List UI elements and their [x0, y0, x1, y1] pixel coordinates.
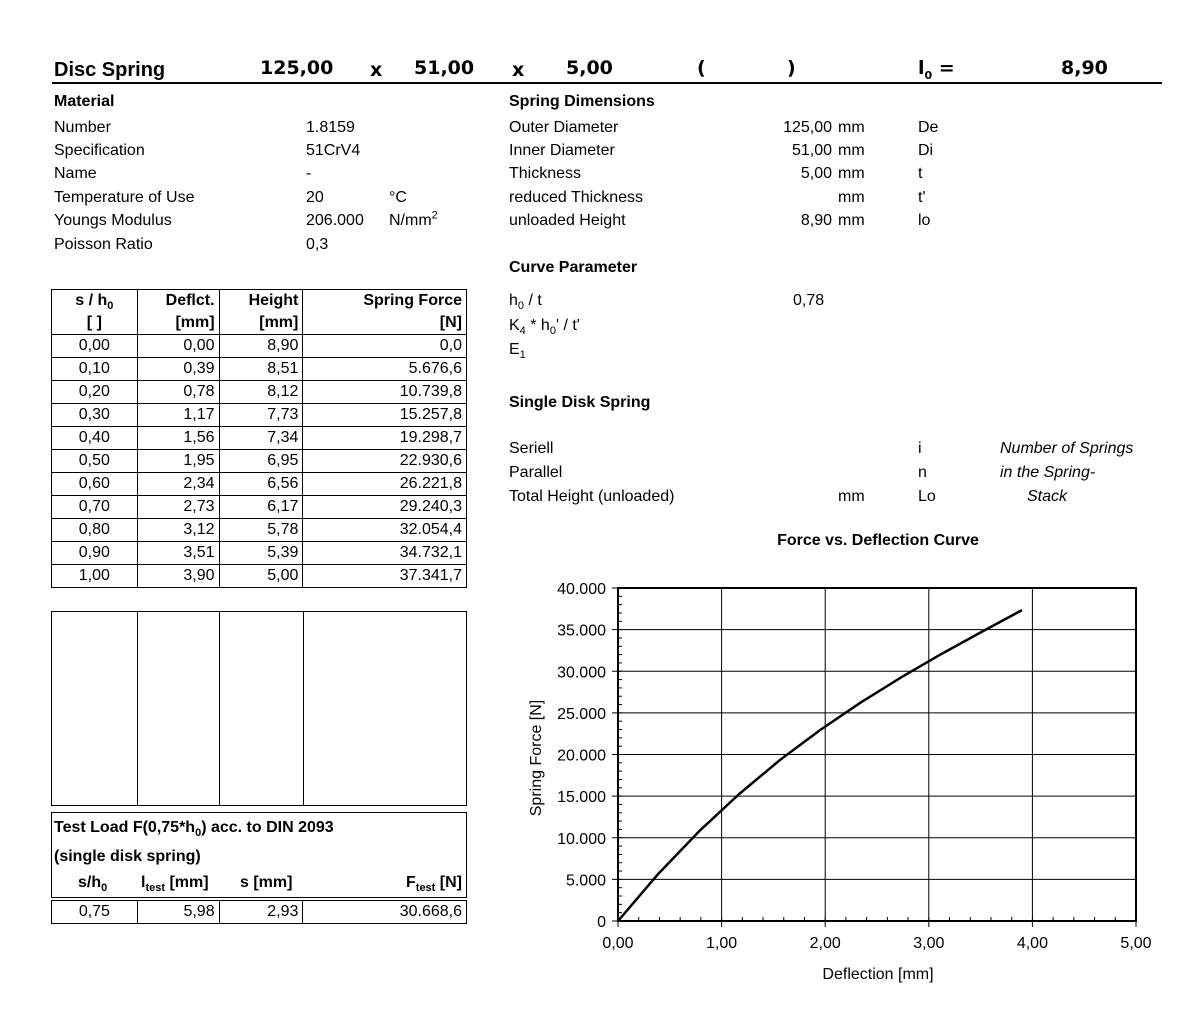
cell-s-h0: 0,20: [52, 381, 138, 404]
test-col-s-h0: $s/h_0$: [78, 874, 108, 895]
stack-note-1: Number of Springs: [1000, 440, 1134, 457]
cell-height: 8,51: [219, 358, 303, 381]
col-header-s-h0: s / $h_0$: [52, 290, 138, 313]
cell-height: 8,12: [219, 381, 303, 404]
y-tick-label: 35.000: [557, 622, 606, 640]
y-tick-label: 5.000: [565, 872, 606, 890]
force-table: [51, 289, 467, 588]
table-row: [52, 496, 467, 519]
dimension-unit: mm: [838, 189, 865, 206]
header-paren-open: (: [697, 57, 706, 79]
h0-over-t-label: $h_0$ / t: [509, 292, 542, 313]
table-row: [52, 519, 467, 542]
cell-force: 15.257,8: [303, 404, 467, 427]
dimension-label: Inner Diameter: [509, 142, 615, 159]
table-row: [52, 404, 467, 427]
dimension-unit: mm: [838, 142, 865, 159]
cell-s-h0: 0,70: [52, 496, 138, 519]
chart-title: Force vs. Deflection Curve: [777, 532, 979, 549]
cell-force: 19.298,7: [303, 427, 467, 450]
unit-deflection: [mm]: [137, 312, 219, 335]
cell-deflection: 3,90: [137, 565, 219, 588]
cell-s-h0: 0,60: [52, 473, 138, 496]
dimension-unit: mm: [838, 212, 865, 229]
cell-s-h0: 0,00: [52, 335, 138, 358]
cell-force: 0,0: [303, 335, 467, 358]
dimension-label: Thickness: [509, 165, 582, 182]
dimensions-title: Spring Dimensions: [509, 93, 655, 110]
table-unit-row: [52, 312, 467, 335]
header-inner-diameter: 51,00: [414, 57, 475, 79]
cell-deflection: 3,12: [137, 519, 219, 542]
dimension-symbol: lo: [918, 212, 931, 229]
y-tick-label: 25.000: [557, 705, 606, 723]
cell-deflection: 1,95: [137, 450, 219, 473]
unit-force: [N]: [303, 312, 467, 335]
material-value: 1.8159: [306, 119, 355, 136]
test-load-subtitle: (single disk spring): [54, 848, 201, 865]
parallel-label: Parallel: [509, 464, 563, 481]
cell-force: 26.221,8: [303, 473, 467, 496]
e1-label: $E_1$: [509, 341, 526, 362]
cell-deflection: 3,51: [137, 542, 219, 565]
y-tick-label: 0: [597, 914, 606, 931]
plot-frame: [618, 588, 1136, 921]
header-times-1: x: [370, 59, 383, 81]
col-header-force: Spring Force: [303, 290, 467, 313]
table-row: [52, 542, 467, 565]
series-line: [618, 610, 1022, 921]
x-tick-label: 1,00: [706, 935, 738, 952]
parallel-symbol: n: [918, 464, 927, 481]
cell-height: 6,17: [219, 496, 303, 519]
cell-height: 7,34: [219, 427, 303, 450]
test-value-l-test: 5,98: [137, 901, 219, 924]
cell-force: 22.930,6: [303, 450, 467, 473]
test-col-l-test: $l_{test}$ [mm]: [141, 874, 209, 895]
chart-labels: [557, 581, 1152, 952]
seriell-symbol: i: [918, 440, 922, 457]
material-value: 206.000: [306, 212, 364, 229]
chart-ticks: [612, 588, 1136, 927]
cell-force: 5.676,6: [303, 358, 467, 381]
cell-height: 5,00: [219, 565, 303, 588]
total-height-unit: mm: [838, 488, 865, 505]
material-unit: $N/mm^2$: [389, 209, 438, 229]
header-outer-diameter: 125,00: [260, 57, 334, 79]
material-value: -: [306, 165, 312, 182]
cell-deflection: 2,73: [137, 496, 219, 519]
dimension-value: 51,00: [791, 142, 832, 159]
cell-s-h0: 1,00: [52, 565, 138, 588]
cell-height: 8,90: [219, 335, 303, 358]
dimension-value: 5,00: [800, 165, 832, 182]
dimension-label: unloaded Height: [509, 212, 626, 229]
cell-height: 5,78: [219, 519, 303, 542]
test-col-f-test: $F_{test}$ [N]: [406, 874, 462, 895]
cell-deflection: 1,56: [137, 427, 219, 450]
col-header-deflection: Deflct.: [137, 290, 219, 313]
unit-height: [mm]: [219, 312, 303, 335]
cell-deflection: 0,00: [137, 335, 219, 358]
material-label: Name: [54, 165, 97, 182]
stack-note-3: Stack: [1027, 488, 1068, 505]
unit-s-h0: [ ]: [52, 312, 138, 335]
cell-height: 6,56: [219, 473, 303, 496]
k4-label: $K_4 * h_0'$ / t': [509, 317, 580, 338]
material-label: Poisson Ratio: [54, 236, 153, 253]
dimension-symbol: t: [918, 165, 923, 182]
cell-s-h0: 0,80: [52, 519, 138, 542]
dimension-value: 8,90: [800, 212, 832, 229]
table-row: [52, 473, 467, 496]
dimension-label: Outer Diameter: [509, 119, 619, 136]
cell-force: 29.240,3: [303, 496, 467, 519]
cell-height: 5,39: [219, 542, 303, 565]
dimension-symbol: t': [918, 189, 926, 206]
cell-height: 6,95: [219, 450, 303, 473]
header-thickness: 5,00: [566, 57, 613, 79]
cell-deflection: 0,39: [137, 358, 219, 381]
doc-title: Disc Spring: [54, 59, 166, 81]
table-header-row: [52, 290, 467, 313]
material-label: Youngs Modulus: [54, 212, 172, 229]
header-l0-label: $l_0$ =: [918, 57, 955, 82]
cell-s-h0: 0,50: [52, 450, 138, 473]
header-times-2: x: [512, 59, 525, 81]
total-height-label: Total Height (unloaded): [509, 488, 675, 505]
dimension-unit: mm: [838, 165, 865, 182]
material-value: 0,3: [306, 236, 329, 253]
seriell-label: Seriell: [509, 440, 554, 457]
header-rule: [52, 82, 1162, 84]
cell-s-h0: 0,90: [52, 542, 138, 565]
empty-table-block: [51, 611, 467, 806]
curve-param-title: Curve Parameter: [509, 259, 638, 276]
material-unit: °C: [389, 189, 407, 206]
y-tick-label: 10.000: [557, 830, 606, 848]
col-header-height: Height: [219, 290, 303, 313]
header-l0-value: 8,90: [1061, 57, 1108, 79]
total-height-symbol: Lo: [918, 488, 936, 505]
cell-deflection: 1,17: [137, 404, 219, 427]
material-label: Specification: [54, 142, 145, 159]
single-disk-title: Single Disk Spring: [509, 394, 651, 411]
x-tick-label: 4,00: [1016, 935, 1048, 952]
y-tick-label: 20.000: [557, 747, 606, 765]
table-row: [52, 335, 467, 358]
y-tick-label: 15.000: [557, 789, 606, 807]
y-tick-label: 40.000: [557, 581, 606, 598]
cell-force: 34.732,1: [303, 542, 467, 565]
material-title: Material: [54, 93, 115, 110]
dimension-symbol: De: [918, 119, 939, 136]
test-value-f-test: 30.668,6: [303, 901, 467, 924]
x-tick-label: 5,00: [1120, 935, 1152, 952]
cell-height: 7,73: [219, 404, 303, 427]
chart-grid: [618, 588, 1136, 921]
test-load-values: [51, 900, 467, 924]
table-row: [52, 565, 467, 588]
cell-force: 10.739,8: [303, 381, 467, 404]
chart-series: [618, 610, 1022, 921]
header-paren-close: ): [787, 57, 796, 79]
test-col-s: s [mm]: [240, 874, 293, 891]
cell-force: 37.341,7: [303, 565, 467, 588]
h0-over-t-value: 0,78: [793, 292, 825, 309]
material-label: Temperature of Use: [54, 189, 195, 206]
cell-s-h0: 0,10: [52, 358, 138, 381]
cell-deflection: 0,78: [137, 381, 219, 404]
x-tick-label: 2,00: [809, 935, 841, 952]
x-tick-label: 3,00: [913, 935, 945, 952]
cell-s-h0: 0,40: [52, 427, 138, 450]
cell-deflection: 2,34: [137, 473, 219, 496]
material-value: 20: [306, 189, 324, 206]
table-row: [52, 381, 467, 404]
dimension-value: 125,00: [783, 119, 832, 136]
cell-s-h0: 0,30: [52, 404, 138, 427]
table-row: [52, 901, 467, 924]
cell-force: 32.054,4: [303, 519, 467, 542]
test-value-s-h0: 0,75: [52, 901, 138, 924]
table-row: [52, 427, 467, 450]
test-load-title: Test Load $F(0,75*h_0)$ acc. to DIN 2093: [54, 819, 334, 840]
x-tick-label: 0,00: [602, 935, 634, 952]
material-value: 51CrV4: [306, 142, 361, 159]
table-row: [52, 450, 467, 473]
dimension-label: reduced Thickness: [509, 189, 643, 206]
chart-x-label: Deflection [mm]: [822, 966, 934, 983]
test-value-s: 2,93: [219, 901, 303, 924]
stack-note-2: in the Spring-: [1000, 464, 1096, 481]
material-label: Number: [54, 119, 111, 136]
y-tick-label: 30.000: [557, 664, 606, 682]
chart-y-label: Spring Force [N]: [528, 699, 545, 817]
dimension-symbol: Di: [918, 142, 934, 159]
table-row: [52, 358, 467, 381]
dimension-unit: mm: [838, 119, 865, 136]
